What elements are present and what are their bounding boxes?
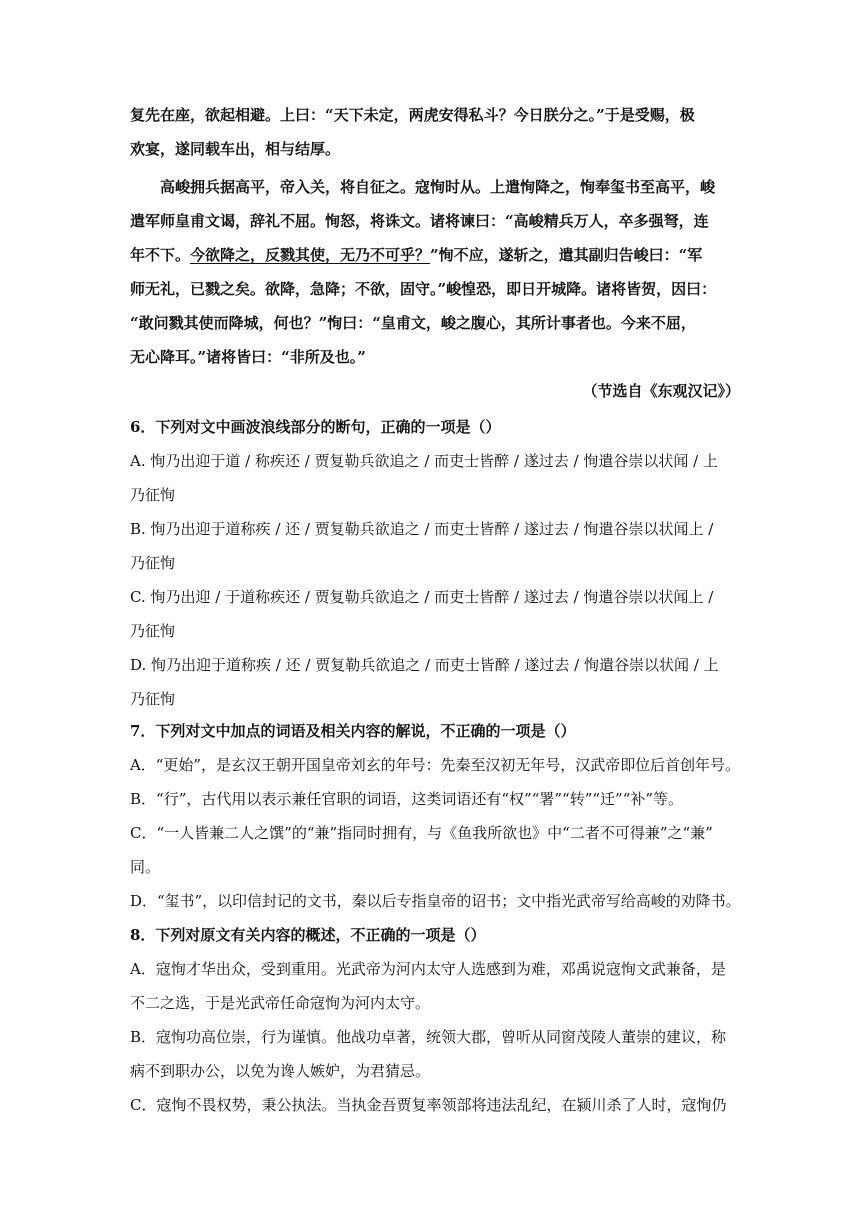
q6-option-c-cont: 乃征恂 — [130, 622, 176, 640]
q8-option-b-cont: 病不到职办公，以免为谗人嫉妒，为君猜忌。 — [130, 1062, 431, 1080]
passage-line: 无心降耳。”诸将皆曰：“非所及也。” — [130, 348, 366, 366]
underlined-sentence: 今欲降之，反戮其使，无乃不可乎？ — [190, 246, 431, 264]
passage-line — [130, 244, 702, 266]
passage-line: 复先在座，欲起相避。上曰：“天下未定，两虎安得私斗？今日朕分之。”于是受赐，极 — [130, 106, 695, 124]
q7-option-c: C．“一人皆兼二人之馔”的“兼”指同时拥有，与《鱼我所欲也》中“二者不可得兼”之“兼” — [130, 824, 713, 842]
q6-option-b: B. 恂乃出迎于道称疾 / 还 / 贾复勒兵欲追之 / 而吏士皆醉 / 遂过去 / 恂遣谷崇以状闻上 / — [130, 520, 714, 538]
q6-option-c: C. 恂乃出迎 / 于道称疾还 / 贾复勒兵欲追之 / 而吏士皆醉 / 遂过去 / 恂遣谷崇以状闻上 / — [130, 588, 714, 606]
question-8-stem: 8．下列对原文有关内容的概述，不正确的一项是（） — [130, 926, 486, 944]
q8-option-c: C．寇恂不畏权势，秉公执法。当执金吾贾复率领部将违法乱纪，在颍川杀了人时，寇恂仍 — [130, 1096, 727, 1114]
q7-option-a: A．“更始”，是玄汉王朝开国皇帝刘玄的年号：先秦至汉初无年号，汉武帝即位后首创年号。 — [130, 756, 740, 774]
q6-option-a-cont: 乃征恂 — [130, 486, 176, 504]
question-6-stem: 6．下列对文中画波浪线部分的断句，正确的一项是（） — [130, 418, 501, 436]
q7-option-b: B．“行”，古代用以表示兼任官职的词语，这类词语还有“权”“署”“转”“迁”“补”等。 — [130, 790, 684, 808]
passage-line: 欢宴，遂同载车出，相与结厚。 — [130, 140, 341, 158]
passage-text: ”恂不应，遂斩之，遣其副归告峻曰：“军 — [430, 246, 703, 264]
passage-line: 师无礼，已戮之矣。欲降，急降；不欲，固守。”峻惶恐，即日开城降。诸将皆贺，因曰： — [130, 280, 717, 298]
question-7-stem: 7．下列对文中加点的词语及相关内容的解说，不正确的一项是（） — [130, 722, 576, 740]
q7-option-d: D．“玺书”，以印信封记的文书，秦以后专指皇帝的诏书；文中指光武帝写给高峻的劝降书。 — [130, 892, 741, 910]
q6-option-a: A. 恂乃出迎于道 / 称疾还 / 贾复勒兵欲追之 / 而吏士皆醉 / 遂过去 / 恂遣谷崇以状闻 / 上 — [130, 452, 718, 470]
source-citation: （节选自《东观汉记》） — [582, 382, 740, 400]
passage-text: 年不下。 — [130, 246, 191, 264]
q8-option-a: A．寇恂才华出众，受到重用。光武帝为河内太守人选感到为难，邓禹说寇恂文武兼备，是 — [130, 960, 726, 978]
passage-paragraph-start: 高峻拥兵据高平，帝入关，将自征之。寇恂时从。上遣恂降之，恂奉玺书至高平，峻 — [160, 178, 716, 196]
q6-option-b-cont: 乃征恂 — [130, 554, 176, 572]
passage-line: 遣军师皇甫文谒，辞礼不屈。恂怒，将诛文。诸将谏曰：“高峻精兵万人，卒多强弩，连 — [130, 212, 709, 230]
passage-line: “敢问戮其使而降城，何也？”恂曰：“皇甫文，峻之腹心，其所计事者也。今来不屈， — [130, 314, 696, 332]
q8-option-a-cont: 不二之选，于是光武帝任命寇恂为河内太守。 — [130, 994, 431, 1012]
q7-option-c-cont: 同。 — [130, 858, 161, 876]
q6-option-d: D. 恂乃出迎于道称疾 / 还 / 贾复勒兵欲追之 / 而吏士皆醉 / 遂过去 / 恂遣谷崇以状闻 / 上 — [130, 656, 719, 674]
q6-option-d-cont: 乃征恂 — [130, 690, 176, 708]
q8-option-b: B．寇恂功高位崇，行为谨慎。他战功卓著，统领大郡，曾听从同窗茂陵人董崇的建议，称 — [130, 1028, 727, 1046]
